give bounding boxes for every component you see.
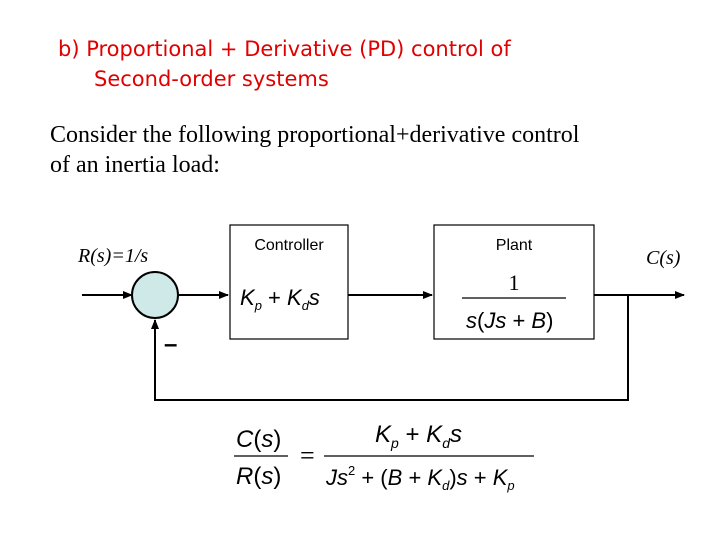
minus-sign: –: [164, 331, 178, 358]
summing-junction: [132, 272, 178, 318]
eq-rhs-numerator: $K_p + K_ds$: [375, 421, 462, 451]
input-label-text: R(s)=1/s: [78, 245, 149, 267]
eq-lhs-numerator: C(s): [236, 426, 282, 453]
controller-title: Controller: [254, 237, 324, 254]
plant-denominator: s(Js + B): [466, 308, 554, 333]
eq-rhs-denominator: $Js^2 + (B + K_d)s + K_p$: [326, 463, 515, 493]
eq-equals: =: [300, 441, 315, 470]
output-label: C(s): [646, 247, 681, 269]
title-line-2: Second-order systems: [94, 67, 329, 91]
eq-lhs-denominator: R(s): [236, 463, 282, 490]
body-line-2: of an inertia load:: [50, 152, 220, 178]
controller-tf: $K_p + K_ds$: [240, 285, 320, 313]
plant-title: Plant: [495, 237, 533, 254]
body-line-1: Consider the following proportional+derivative control: [50, 122, 580, 148]
closed-loop-equation: [234, 421, 534, 493]
plant-numerator: 1: [508, 270, 520, 295]
title-line-1: b) Proportional + Derivative (PD) control of: [58, 37, 511, 61]
input-label: [77, 245, 148, 267]
